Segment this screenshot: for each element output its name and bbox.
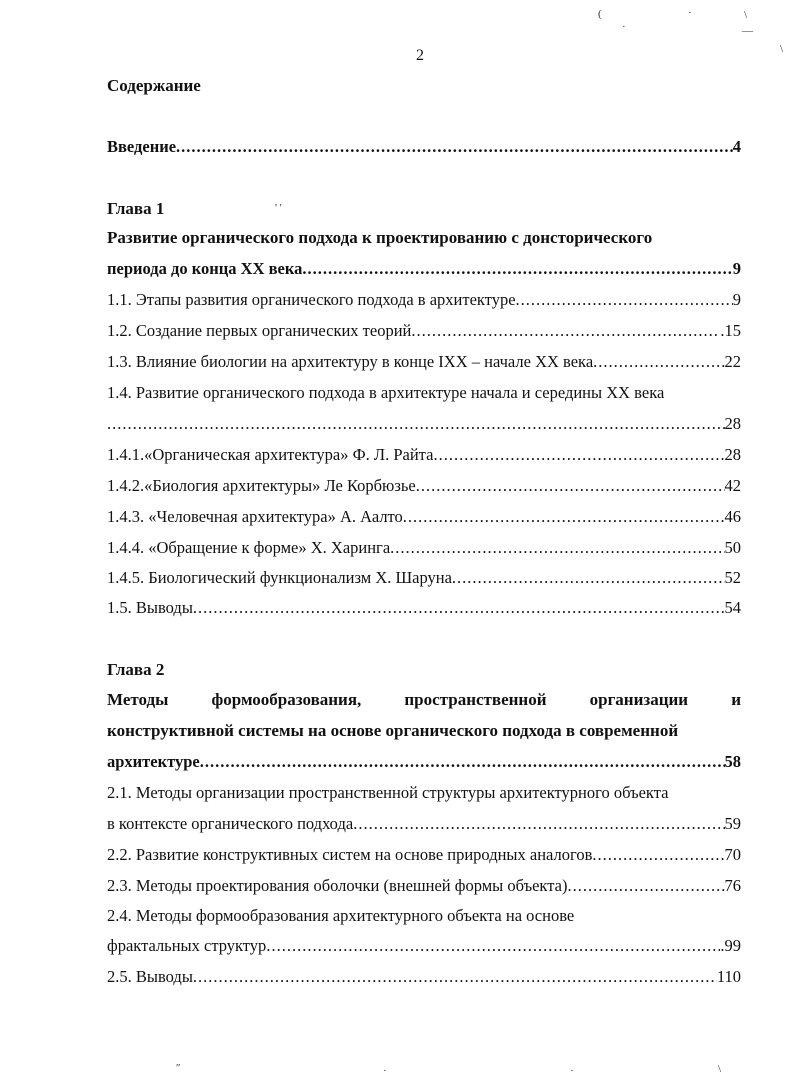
scan-speck: · [688, 7, 692, 19]
toc-entry-2-2[interactable] [107, 845, 741, 865]
toc-leader-dots [353, 814, 724, 834]
scan-speck: ' ' [275, 202, 282, 214]
toc-entry-1-4-1[interactable] [107, 445, 741, 465]
toc-entry-page: 28 [724, 414, 741, 433]
toc-entry-label: 1.4.1.«Органическая архитектура» Ф. Л. Райта [107, 445, 434, 464]
scan-speck: · [570, 1065, 574, 1077]
toc-leader-dots [302, 259, 732, 279]
toc-entry-label: 1.4.5. Биологический функционализм Х. Шаруна [107, 568, 452, 587]
toc-entry-label: архитектуре [107, 752, 200, 771]
toc-entry-label: 1.1. Этапы развития органического подхода в архитектуре [107, 290, 516, 309]
toc-entry-label: 2.5. Выводы [107, 967, 193, 986]
toc-entry-page: .15 [720, 321, 741, 340]
toc-leader-dots [266, 936, 720, 956]
toc-entry-page: 70 [724, 845, 741, 864]
toc-entry-label: 1.4.2.«Биология архитектуры» Ле Корбюзье [107, 476, 416, 495]
toc-entry-page: 76 [724, 876, 741, 895]
chapter-1-title-line-1: Развитие органического подхода к проектированию с донсторического [107, 228, 653, 247]
toc-entry-page: 50 [724, 538, 741, 557]
toc-entry-label: 1.4.4. «Обращение к форме» Х. Харинга [107, 538, 391, 557]
toc-entry-introduction[interactable] [107, 137, 741, 157]
toc-entry-1-4-4[interactable] [107, 538, 741, 558]
toc-entry-2-1[interactable] [107, 814, 741, 834]
toc-entry-label: 1.2. Создание первых органических теорий [107, 321, 412, 340]
toc-entry-chapter-2[interactable] [107, 752, 741, 772]
toc-leader-dots [176, 137, 733, 157]
page-number: 2 [416, 47, 424, 64]
toc-entry-1-4[interactable] [107, 414, 741, 434]
toc-entry-page: 46 [724, 507, 741, 526]
toc-entry-page: 4 [732, 137, 741, 156]
toc-leader-dots [433, 445, 724, 465]
toc-leader-dots [200, 752, 725, 772]
toc-entry-page: 9 [732, 290, 741, 309]
toc-entry-2-4-line-1[interactable]: 2.4. Методы формообразования архитектурного объекта на основе [107, 906, 575, 925]
chapter-2-title-line-2: конструктивной системы на основе органического подхода в современной [107, 721, 679, 740]
chapter-2-title-line-1: Методы формообразования, пространственной организации и [107, 690, 741, 709]
toc-entry-label: 2.2. Развитие конструктивных систем на основе природных аналогов [107, 845, 593, 864]
toc-entry-page: 58 [724, 752, 741, 771]
scan-speck: \ [780, 43, 784, 55]
scan-speck: — [742, 25, 753, 37]
toc-entry-page: 9 [732, 259, 741, 278]
toc-entry-1-2[interactable] [107, 321, 741, 341]
toc-entry-label: Введение [107, 137, 177, 156]
scan-speck: ( [598, 8, 602, 20]
toc-entry-1-4-line-1[interactable]: 1.4. Развитие органического подхода в архитектуре начала и середины XX века [107, 383, 665, 402]
toc-entry-2-4[interactable] [107, 936, 741, 956]
toc-entry-1-5[interactable] [107, 598, 741, 618]
toc-leader-dots [593, 352, 724, 372]
toc-leader-dots [107, 414, 725, 434]
toc-entry-label: 1.3. Влияние биологии на архитектуру в конце IXX – начале XX века [107, 352, 594, 371]
toc-leader-dots [390, 538, 724, 558]
toc-leader-dots [403, 507, 725, 527]
toc-leader-dots [416, 476, 725, 496]
toc-entry-page: 59 [724, 814, 741, 833]
toc-leader-dots [567, 876, 724, 896]
toc-leader-dots [452, 568, 725, 588]
toc-entry-page: 42 [724, 476, 741, 495]
toc-entry-2-3[interactable] [107, 876, 741, 896]
toc-entry-label: 2.3. Методы проектирования оболочки (внешней формы объекта) [107, 876, 568, 895]
toc-entry-1-3[interactable] [107, 352, 741, 372]
toc-entry-1-4-3[interactable] [107, 507, 741, 527]
toc-leader-dots [193, 598, 725, 618]
toc-entry-page: 54 [724, 598, 741, 617]
toc-entry-label: периода до конца XX века [107, 259, 303, 278]
scan-speck: · [622, 21, 626, 33]
scan-speck: ″ [176, 1062, 181, 1074]
chapter-1-heading: Глава 1 [107, 199, 165, 218]
scan-speck: \ [718, 1063, 722, 1075]
toc-leader-dots [516, 290, 733, 310]
toc-entry-1-4-5[interactable] [107, 568, 741, 588]
toc-entry-label: 1.5. Выводы [107, 598, 193, 617]
toc-entry-label: в контексте органического подхода [107, 814, 354, 833]
contents-title: Содержание [107, 76, 201, 95]
scan-speck: \ [744, 9, 748, 21]
toc-entry-2-5[interactable] [107, 967, 741, 987]
toc-entry-chapter-1[interactable] [107, 259, 741, 279]
scan-speck: · [383, 1065, 387, 1077]
toc-entry-2-1-line-1[interactable]: 2.1. Методы организации пространственной структуры архитектурного объекта [107, 783, 669, 802]
toc-entry-page: 110 [716, 967, 741, 986]
toc-entry-page: 22 [724, 352, 741, 371]
toc-entry-1-1[interactable] [107, 290, 741, 310]
toc-entry-label: фрактальных структур [107, 936, 267, 955]
toc-entry-label: 1.4.3. «Человечная архитектура» А. Аалто [107, 507, 403, 526]
toc-leader-dots [193, 967, 717, 987]
toc-entry-page: 28 [724, 445, 741, 464]
toc-leader-dots [411, 321, 720, 341]
toc-entry-page: 52 [724, 568, 741, 587]
chapter-2-heading: Глава 2 [107, 660, 165, 679]
toc-entry-1-4-2[interactable] [107, 476, 741, 496]
toc-leader-dots [592, 845, 724, 865]
toc-entry-page: .99 [720, 936, 741, 955]
